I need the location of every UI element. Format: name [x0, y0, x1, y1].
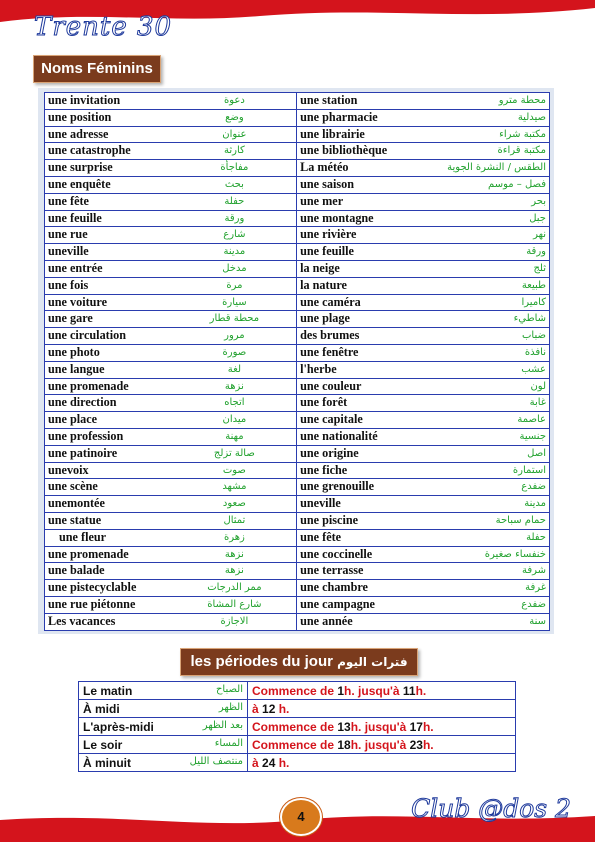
vocab-row [45, 227, 550, 244]
vocab-fr-left: une patinoire [45, 445, 173, 462]
vocab-ar-right: ثلج [414, 260, 549, 277]
period-time-part: 1 [337, 683, 345, 698]
vocab-ar-right: كاميرا [414, 294, 549, 311]
vocab-ar-left: صالة تزلج [173, 445, 297, 462]
vocab-fr-left: une balade [45, 563, 173, 580]
vocab-ar-right: الطقس / النشرة الجوية [414, 160, 549, 177]
vocab-ar-left: مدخل [173, 260, 297, 277]
period-time-part: h. [275, 755, 290, 770]
header-brand: Trente 30 [34, 12, 173, 42]
vocab-fr-left: une feuille [45, 210, 173, 227]
footer-brand: Club @dos 2 [411, 794, 571, 823]
vocab-ar-right: سنة [414, 613, 549, 630]
vocab-ar-left: ورقة [173, 210, 297, 227]
vocab-row [45, 462, 550, 479]
vocab-row [45, 596, 550, 613]
section-title-ar: فترات اليوم [337, 655, 408, 669]
period-name-cell [79, 754, 248, 772]
period-time-part: h. jusqu'à [344, 683, 403, 698]
vocab-ar-right: غرفة [414, 580, 549, 597]
vocab-ar-left: مدينة [173, 244, 297, 261]
period-time-part: h. jusqu'à [350, 737, 410, 752]
vocab-row [45, 445, 550, 462]
period-fr: Le matin [83, 683, 133, 698]
vocab-fr-left: unemontée [45, 496, 173, 513]
vocab-row [45, 311, 550, 328]
vocab-row [45, 143, 550, 160]
vocab-ar-right: شرفة [414, 563, 549, 580]
vocab-row [45, 529, 550, 546]
vocab-fr-left: une gare [45, 311, 173, 328]
vocab-row [45, 109, 550, 126]
vocab-fr-right: une couleur [297, 378, 415, 395]
vocab-fr-left: une position [45, 109, 173, 126]
period-time-cell [248, 736, 516, 754]
vocab-fr-left: uneville [45, 244, 173, 261]
vocab-ar-left: تمثال [173, 512, 297, 529]
vocab-ar-right: ضباب [414, 328, 549, 345]
vocab-ar-left: صوت [173, 462, 297, 479]
period-fr: L'après-midi [83, 719, 154, 734]
section-title-fr: les périodes du jour [190, 653, 333, 670]
vocab-fr-left: une statue [45, 512, 173, 529]
vocab-ar-left: مرة [173, 277, 297, 294]
vocab-ar-left: نزهة [173, 546, 297, 563]
vocab-fr-right: une terrasse [297, 563, 415, 580]
vocab-fr-right: uneville [297, 496, 415, 513]
vocab-fr-right: une grenouille [297, 479, 415, 496]
vocab-ar-left: حفلة [173, 193, 297, 210]
period-time-part: h. [275, 701, 290, 716]
vocab-fr-right: une mer [297, 193, 415, 210]
vocab-ar-left: ممر الدرجات [173, 580, 297, 597]
vocab-row [45, 378, 550, 395]
vocab-fr-left: Les vacances [45, 613, 173, 630]
vocab-fr-left: une fois [45, 277, 173, 294]
vocab-row [45, 479, 550, 496]
vocab-fr-right: une saison [297, 176, 415, 193]
vocab-fr-right: une librairie [297, 126, 415, 143]
vocab-fr-left: une langue [45, 361, 173, 378]
vocab-row [45, 428, 550, 445]
vocab-fr-right: une station [297, 93, 415, 110]
vocab-fr-right: une fête [297, 529, 415, 546]
vocab-ar-left: نزهة [173, 563, 297, 580]
vocab-fr-right: la neige [297, 260, 415, 277]
vocab-ar-left: مرور [173, 328, 297, 345]
vocab-row [45, 496, 550, 513]
period-time-part: h. [415, 683, 427, 698]
vocab-ar-right: فصل – موسم [414, 176, 549, 193]
vocab-ar-left: وضع [173, 109, 297, 126]
vocab-fr-left: une rue piétonne [45, 596, 173, 613]
period-time-part: Commence de [252, 683, 338, 698]
vocab-row [45, 176, 550, 193]
vocab-row [45, 563, 550, 580]
vocab-row [45, 580, 550, 597]
vocab-ar-right: طبيعة [414, 277, 549, 294]
vocab-ar-right: مدينة [414, 496, 549, 513]
vocab-fr-right: la nature [297, 277, 415, 294]
vocab-fr-right: une rivière [297, 227, 415, 244]
vocab-ar-left: عنوان [173, 126, 297, 143]
vocab-ar-right: اصل [414, 445, 549, 462]
vocab-row [45, 260, 550, 277]
vocab-fr-right: une coccinelle [297, 546, 415, 563]
vocab-ar-left: دعوة [173, 93, 297, 110]
vocab-ar-right: مكتبة شراء [414, 126, 549, 143]
vocab-ar-right: نهر [414, 227, 549, 244]
vocab-ar-right: محطة مترو [414, 93, 549, 110]
vocab-fr-left: une fête [45, 193, 173, 210]
period-time-part: 18 [337, 737, 351, 752]
vocab-ar-right: عشب [414, 361, 549, 378]
vocab-ar-left: نزهة [173, 378, 297, 395]
vocab-ar-left: سيارة [173, 294, 297, 311]
vocab-ar-left: صورة [173, 344, 297, 361]
vocab-fr-right: une pharmacie [297, 109, 415, 126]
vocab-ar-right: حفلة [414, 529, 549, 546]
vocab-ar-left: الاجازة [173, 613, 297, 630]
period-time-part: 11 [402, 683, 416, 698]
vocab-fr-left: une rue [45, 227, 173, 244]
period-name-cell [79, 718, 248, 736]
period-time-part: à [252, 755, 263, 770]
vocab-fr-right: une caméra [297, 294, 415, 311]
vocab-fr-left: une invitation [45, 93, 173, 110]
period-ar: الظهر [218, 701, 243, 713]
period-name-cell [79, 700, 248, 718]
period-name-cell [79, 736, 248, 754]
period-name-cell [79, 682, 248, 700]
period-time-cell [248, 754, 516, 772]
vocab-ar-left: شارع [173, 227, 297, 244]
vocab-ar-right: عاصمة [414, 412, 549, 429]
section-title-periodes [180, 648, 418, 676]
vocab-row [45, 613, 550, 630]
vocab-fr-right: une feuille [297, 244, 415, 261]
vocab-ar-left: صعود [173, 496, 297, 513]
vocab-row [45, 160, 550, 177]
period-fr: Le soir [83, 737, 123, 752]
vocab-fr-right: une capitale [297, 412, 415, 429]
vocab-fr-left: une surprise [45, 160, 173, 177]
period-row [79, 736, 516, 754]
vocab-ar-left: مهنة [173, 428, 297, 445]
vocab-ar-left: بحث [173, 176, 297, 193]
vocab-ar-right: خنفساء صغيرة [414, 546, 549, 563]
vocab-ar-left: لغة [173, 361, 297, 378]
vocab-table [44, 92, 550, 631]
vocab-fr-right: l'herbe [297, 361, 415, 378]
vocab-fr-left: une place [45, 412, 173, 429]
vocab-ar-left: كارثة [173, 143, 297, 160]
vocab-fr-left: une pistecyclable [45, 580, 173, 597]
vocab-fr-left: une profession [45, 428, 173, 445]
period-time-part: 13 [337, 719, 351, 734]
vocab-row [45, 244, 550, 261]
page-number: 4 [280, 798, 322, 836]
vocab-row [45, 126, 550, 143]
vocab-fr-left: une promenade [45, 378, 173, 395]
vocab-row [45, 512, 550, 529]
vocab-fr-left: une direction [45, 395, 173, 412]
vocab-row [45, 277, 550, 294]
vocab-ar-left: اتجاه [173, 395, 297, 412]
period-time-part: h. [422, 719, 434, 734]
vocab-fr-right: une année [297, 613, 415, 630]
vocab-fr-right: une origine [297, 445, 415, 462]
vocab-fr-left: une catastrophe [45, 143, 173, 160]
vocab-row [45, 93, 550, 110]
vocab-fr-right: une montagne [297, 210, 415, 227]
vocab-fr-right: une fiche [297, 462, 415, 479]
vocab-ar-right: جبل [414, 210, 549, 227]
vocab-fr-right: des brumes [297, 328, 415, 345]
period-fr: À minuit [83, 755, 131, 770]
vocab-ar-right: غابة [414, 395, 549, 412]
vocab-ar-left: ميدان [173, 412, 297, 429]
period-row [79, 700, 516, 718]
vocab-fr-right: une fenêtre [297, 344, 415, 361]
vocab-fr-left: une photo [45, 344, 173, 361]
vocab-ar-right: استمارة [414, 462, 549, 479]
periods-table [78, 681, 516, 772]
vocab-fr-left: une circulation [45, 328, 173, 345]
vocab-row [45, 412, 550, 429]
vocab-fr-right: une nationalité [297, 428, 415, 445]
period-ar: منتصف الليل [189, 755, 243, 767]
period-ar: المساء [214, 737, 243, 749]
period-row [79, 718, 516, 736]
period-time-part: 23 [409, 737, 423, 752]
vocab-fr-left: une adresse [45, 126, 173, 143]
period-time-part: h. [422, 737, 434, 752]
vocab-ar-left: زهرة [173, 529, 297, 546]
vocab-row [45, 193, 550, 210]
period-time-part: Commence de [252, 719, 338, 734]
vocab-fr-left: une enquête [45, 176, 173, 193]
vocab-row [45, 344, 550, 361]
period-time-part: 12 [262, 701, 276, 716]
vocab-ar-left: مفاجأة [173, 160, 297, 177]
vocab-fr-left: une entrée [45, 260, 173, 277]
vocab-fr-right: une campagne [297, 596, 415, 613]
vocab-ar-right: مكتبة قراءة [414, 143, 549, 160]
vocab-fr-right: une bibliothèque [297, 143, 415, 160]
vocab-row [45, 546, 550, 563]
vocab-fr-left: une scène [45, 479, 173, 496]
vocab-fr-left: une fleur [45, 529, 173, 546]
vocab-ar-right: بحر [414, 193, 549, 210]
period-ar: بعد الظهر [202, 719, 243, 731]
vocab-ar-right: ضفدع [414, 479, 549, 496]
vocab-row [45, 395, 550, 412]
vocab-ar-left: مشهد [173, 479, 297, 496]
period-time-part: 17 [409, 719, 423, 734]
vocab-ar-left: محطة قطار [173, 311, 297, 328]
vocab-fr-left: unevoix [45, 462, 173, 479]
vocab-ar-right: حمام سباحة [414, 512, 549, 529]
period-time-cell [248, 718, 516, 736]
vocab-fr-left: une promenade [45, 546, 173, 563]
vocab-fr-right: une chambre [297, 580, 415, 597]
period-ar: الصباح [215, 683, 243, 695]
period-time-part: h. jusqu'à [350, 719, 410, 734]
vocab-row [45, 361, 550, 378]
period-fr: À midi [83, 701, 120, 716]
vocab-ar-right: لون [414, 378, 549, 395]
period-time-cell [248, 700, 516, 718]
vocab-ar-left: شارع المشاة [173, 596, 297, 613]
period-time-part: à [252, 701, 263, 716]
vocab-fr-right: une forêt [297, 395, 415, 412]
section-title-noms-feminins: Noms Féminins [33, 55, 161, 83]
vocab-fr-right: une piscine [297, 512, 415, 529]
vocab-ar-right: شاطيء [414, 311, 549, 328]
vocab-ar-right: ورقة [414, 244, 549, 261]
period-time-part: 24 [262, 755, 276, 770]
vocab-ar-right: ضفدع [414, 596, 549, 613]
vocab-ar-right: نافذة [414, 344, 549, 361]
vocab-row [45, 294, 550, 311]
vocab-fr-right: une plage [297, 311, 415, 328]
vocab-row [45, 328, 550, 345]
period-row [79, 754, 516, 772]
vocab-ar-right: جنسية [414, 428, 549, 445]
period-row [79, 682, 516, 700]
vocab-fr-right: La météo [297, 160, 415, 177]
period-time-part: Commence de [252, 737, 338, 752]
vocab-ar-right: صيدلية [414, 109, 549, 126]
vocab-row [45, 210, 550, 227]
vocab-fr-left: une voiture [45, 294, 173, 311]
period-time-cell [248, 682, 516, 700]
